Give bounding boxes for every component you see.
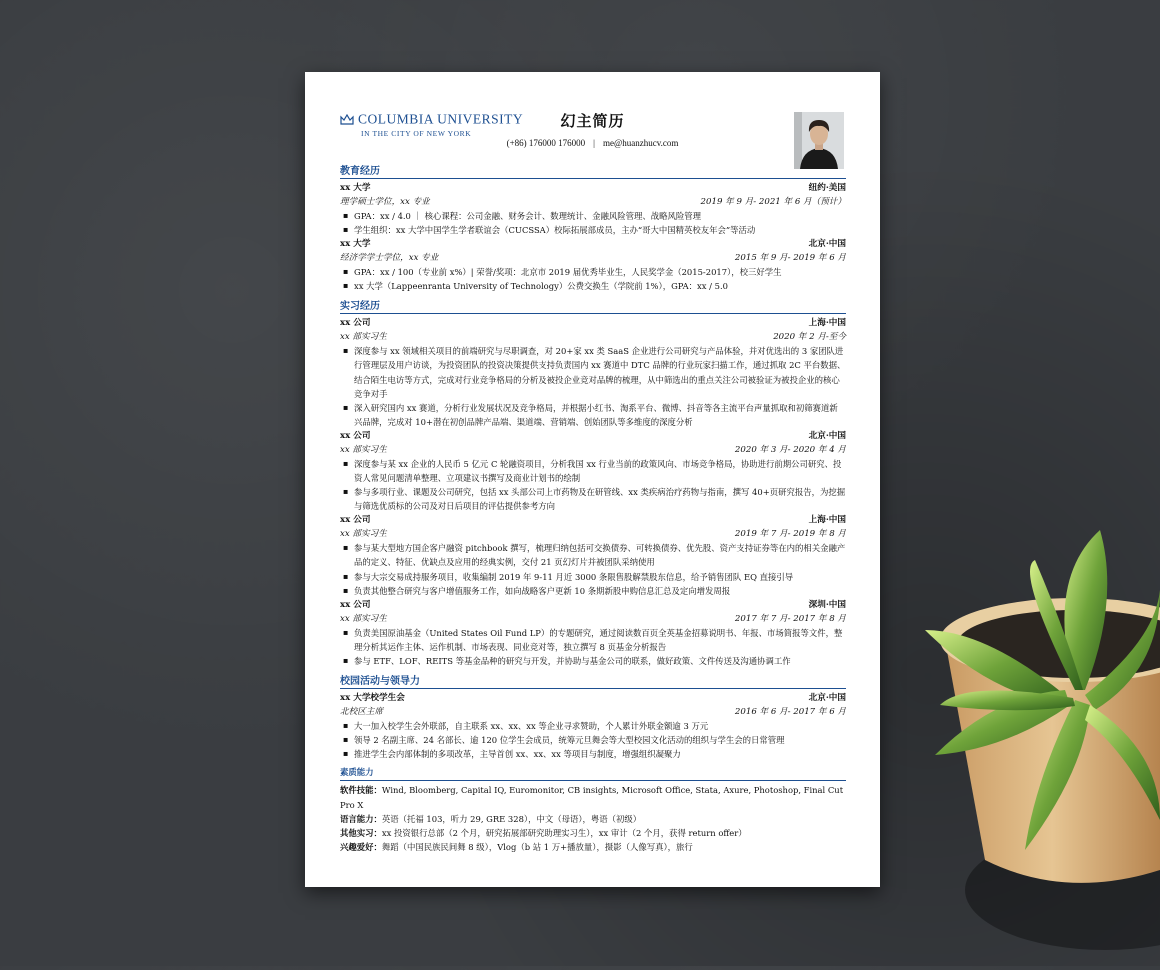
bullet-item: ▪ 学生组织：xx 大学中国学生学者联谊会（CUCSSA）校际拓展部成员，主办“哥大中国精英校友年会”等活动	[354, 223, 846, 237]
entry-org: xx 大学	[340, 183, 371, 193]
resume-paper	[305, 72, 880, 887]
section-internship	[340, 297, 846, 668]
resume-body	[340, 158, 846, 854]
bullet-list	[340, 626, 846, 668]
section-education	[340, 162, 846, 293]
entry-date: 2016 年 6 月- 2017 年 6 月	[734, 706, 846, 717]
skill-label: 其他实习：	[340, 828, 382, 839]
entry-org: xx 大学校学生会	[340, 692, 405, 703]
entry-header	[340, 237, 846, 251]
bullet-item: ▪ GPA：xx / 100（专业前 x%）| 荣誉/奖项：北京市 2019 届优秀毕业生，人民奖学金（2015-2017），校三好学生	[354, 265, 846, 279]
bullet-list	[340, 344, 846, 429]
contact-separator: |	[593, 138, 595, 148]
skill-text: xx 投资银行总部（2 个月，研究拓展部研究助理实习生），xx 审计（2 个月，获得 return offer）	[381, 828, 747, 839]
section-title: 校园活动与领导力	[340, 672, 846, 689]
entry-location: 北京·中国	[808, 430, 846, 441]
skill-text: 英语（托福 103，听力 29, GRE 328），中文（母语），粤语（初级）	[381, 813, 642, 824]
entry-header	[340, 429, 846, 443]
entry-date: 2020 年 3 月- 2020 年 4 月	[734, 444, 846, 455]
entry-role: xx 部实习生	[340, 444, 387, 455]
logo-subtitle: IN THE CITY OF NEW YORK	[361, 129, 472, 138]
bullet-item: ▪ 大一加入校学生会外联部，自主联系 xx、xx、xx 等企业寻求赞助，个人累计外联金额逾 3 万元	[354, 719, 846, 733]
skill-line	[340, 783, 846, 811]
entry-header	[340, 181, 846, 195]
skill-line	[340, 826, 846, 840]
entry-org: xx 公司	[340, 599, 371, 610]
bullet-item: ▪ 深度参与某 xx 企业的人民币 5 亿元 C 轮融资项目，分析我国 xx 行业当前的政策风向、市场竞争格局，协助进行前期公司研究、投资人常见问题清单整理、立项建议书撰写及商业计划书的绘制	[354, 457, 846, 485]
bullet-item: ▪ GPA：xx / 4.0 ｜ 核心课程：公司金融、财务会计、数理统计、金融风险管理、战略风险管理	[354, 209, 846, 223]
entry-subheader	[340, 527, 846, 541]
skill-label: 兴趣爱好：	[340, 842, 382, 853]
resume-name: 幻主简历	[560, 112, 625, 130]
skill-label: 软件技能：	[340, 785, 382, 796]
entry-location: 深圳·中国	[808, 599, 846, 610]
bullet-item: ▪ 领导 2 名副主席、24 名部长、逾 120 位学生会成员，统筹元旦舞会等大型校园文化活动的组织与学生会的日常管理	[354, 733, 846, 747]
bullet-list	[340, 209, 846, 237]
entry-subheader	[340, 195, 846, 209]
section-title: 实习经历	[340, 297, 846, 314]
bullet-list	[340, 719, 846, 761]
entry-subheader	[340, 251, 846, 265]
entry-org: xx 大学	[340, 239, 371, 250]
entry-role: 北校区主席	[340, 706, 383, 717]
bullet-item: ▪ xx 大学（Lappeenranta University of Technology）公费交换生（学院前 1%），GPA：xx / 5.0	[354, 279, 846, 293]
skill-line	[340, 840, 846, 854]
bullet-item: ▪ 深入研究国内 xx 赛道，分析行业发展状况及竞争格局，并根据小红书、淘系平台、微博、抖音等各主流平台声量抓取和初筛赛道新兴品牌，完成对 10+潜在初创品牌产品端、渠道端、营销端、创始团队等多维度的深度分析	[354, 401, 846, 429]
bullet-item: ▪ 推进学生会内部体制的多项改革，主导首创 xx、xx、xx 等项目与制度，增强组织凝聚力	[354, 747, 846, 761]
bullet-list	[340, 457, 846, 513]
logo-name: COLUMBIA UNIVERSITY	[358, 111, 524, 127]
email: me@huanzhucv.com	[602, 138, 679, 148]
bullet-item: ▪ 负责其他整合研究与客户增值服务工作，如向战略客户更新 10 条期新股申购信息汇总及定向增发周报	[354, 584, 846, 598]
entry-org: xx 公司	[340, 515, 371, 526]
skill-label: 语言能力：	[340, 813, 382, 824]
entry-role: 经济学学士学位，xx 专业	[340, 253, 439, 264]
entry-header	[340, 598, 846, 612]
entry-date: 2019 年 9 月- 2021 年 6 月（预计）	[700, 197, 846, 207]
bullet-item: ▪ 参与大宗交易成持服务项目，收集编制 2019 年 9-11 月近 3000 条限售股解禁股东信息，给予销售团队 EQ 直接引导	[354, 570, 846, 584]
entry-header	[340, 691, 846, 705]
skill-line	[340, 812, 846, 826]
potted-plant	[925, 520, 1160, 966]
entry-role: xx 部实习生	[340, 613, 387, 624]
entry-date: 2020 年 2 月-至今	[773, 332, 846, 343]
entry-role: xx 部实习生	[340, 332, 387, 343]
bullet-item: ▪ 深度参与 xx 领域相关项目的前端研究与尽职调查，对 20+家 xx 类 SaaS 企业进行公司研究与产品体验，并对优选出的 3 家团队进行管理层及用户访谈，为投资团队的投资决策提供支持负责国内 xx 赛道中 DTC 品牌的行业玩家扫描工作，通过抓取 2C 平台数据、结合陌生电访等方式，完成对行业竞争格局的分析及被投企业竞对品牌的梳理，从中筛选出的重点关注公司被验证为被投企业的核心竞争对手	[354, 344, 846, 400]
entry-subheader	[340, 330, 846, 344]
entry-location: 纽约·美国	[808, 183, 846, 193]
entry-location: 北京·中国	[808, 239, 846, 250]
entry-header	[340, 513, 846, 527]
entry-date: 2015 年 9 月- 2019 年 6 月	[734, 253, 846, 264]
entry-location: 上海·中国	[808, 515, 846, 526]
bullet-item: ▪ 负责美国原油基金（United States Oil Fund LP）的专题研究，通过阅读数百页全英基金招募说明书、年报、市场简报等文件，整理分析其运作主体、运作机制、市场表现、同业竞对等，独立撰写 8 页基金分析报告	[354, 626, 846, 654]
bullet-item: ▪ 参与多项行业、课题及公司研究，包括 xx 头部公司上市药物及在研管线、xx 类疾病治疗药物与指南，撰写 40+页研究报告，为挖掘与筛选优质标的公司及对日后项目的评估提供参考方向	[354, 485, 846, 513]
entry-header	[340, 316, 846, 330]
entry-role: 理学硕士学位，xx 专业	[340, 197, 430, 207]
entry-org: xx 公司	[340, 430, 371, 441]
skill-text: 舞蹈（中国民族民间舞 8 级），Vlog（b 站 1 万+播放量），摄影（人像写真），旅行	[381, 842, 693, 853]
bullet-list	[340, 541, 846, 597]
entry-location: 上海·中国	[808, 318, 846, 329]
skill-text: Wind, Bloomberg, Capital IQ, Euromonitor, CB insights, Microsoft Office, Stata, Axure, Photoshop, Final Cut Pro X	[340, 785, 844, 810]
entry-subheader	[340, 443, 846, 457]
phone: (+86) 176000 176000	[506, 138, 586, 148]
entry-org: xx 公司	[340, 318, 371, 329]
entry-subheader	[340, 612, 846, 626]
section-title: 素质能力	[340, 765, 846, 781]
entry-date: 2017 年 7 月- 2017 年 8 月	[734, 613, 846, 624]
bullet-item: ▪ 参与 ETF、LOF、REITS 等基金品种的研究与开发，并协助与基金公司的联系，做好政策、文件传送及沟通协调工作	[354, 654, 846, 668]
entry-subheader	[340, 705, 846, 719]
section-title: 教育经历	[340, 162, 846, 179]
entry-date: 2019 年 7 月- 2019 年 8 月	[734, 529, 846, 540]
section-skills	[340, 765, 846, 854]
bullet-list	[340, 265, 846, 293]
section-campus	[340, 672, 846, 761]
entry-location: 北京·中国	[808, 692, 846, 703]
bullet-item: ▪ 参与某大型地方国企客户融资 pitchbook 撰写，梳理归纳包括可交换债券、可转换债券、优先股、资产支持证券等在内的相关金融产品的定义、特征、优缺点及应用的经典实例，交付 21 页幻灯片并被团队采纳使用	[354, 541, 846, 569]
entry-role: xx 部实习生	[340, 529, 387, 540]
